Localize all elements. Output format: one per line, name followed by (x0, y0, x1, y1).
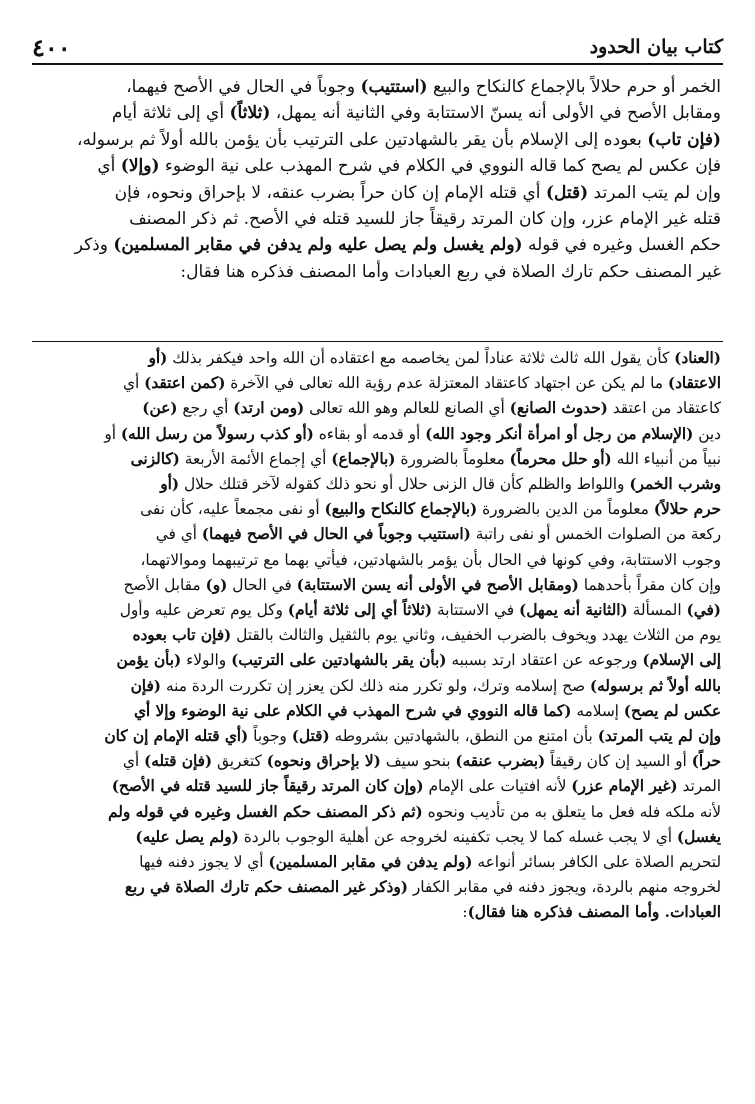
text-segment: المسألة (627, 601, 687, 620)
text-segment: : (462, 903, 468, 922)
text-segment: وجوباً (248, 727, 292, 746)
bold-text-segment: العبادات. وأما المصنف فذكره هنا فقال) (467, 903, 721, 922)
main-text-line (40, 232, 721, 258)
header-rule (32, 63, 723, 65)
commentary-line (32, 724, 721, 749)
commentary-line (32, 749, 721, 774)
bold-text-segment: (ولم يغسل ولم يصل عليه ولم يدفن في مقابر المسلمين) (113, 235, 523, 256)
bold-text-segment: (فإن (130, 676, 162, 695)
text-segment: دين (693, 424, 721, 443)
text-segment: مقابل الأصح (123, 575, 206, 594)
bold-text-segment: (فإن تاب بعوده (132, 626, 232, 645)
text-segment: أي (123, 374, 145, 393)
bold-text-segment: (كمن اعتقد) (144, 374, 226, 393)
commentary-text (32, 346, 721, 926)
bold-text-segment: (حدوث الصانع) (509, 399, 608, 418)
commentary-line (32, 472, 721, 497)
bold-text-segment: وشرب الخمر) (629, 475, 721, 494)
bold-text-segment: (ثلاثاً) (229, 103, 271, 124)
commentary-line (32, 573, 721, 598)
text-segment: الخمر أو حرم حلالاً بالإجماع كالنكاح والبيع (427, 77, 721, 97)
bold-text-segment: (ثم ذكر المصنف حكم الغسل وغيره في قوله ولم (108, 802, 423, 821)
commentary-line (32, 447, 721, 472)
text-segment: وجوب الاستتابة، وفي كونها في الحال بأن يؤمر بالشهادتين، فيأتي بهما مع ترتيبهما وموالاتهما، (140, 550, 721, 569)
text-segment: ركعة من الصلوات الخمس أو نفى راتبة (470, 525, 721, 544)
text-segment: ومقابل الأصح في الأولى أنه يسنّ الاستتابة وفي الثانية أنه يمهل، (270, 103, 721, 124)
commentary-line (32, 396, 721, 421)
text-segment: لأنه افتيات على الإمام (423, 777, 572, 796)
commentary-line (32, 800, 721, 825)
commentary-line (32, 875, 721, 900)
bold-text-segment: (ولم يصل عليه) (135, 827, 239, 846)
main-text-line (40, 180, 721, 206)
text-segment: أي الصانع للعالم وهو الله تعالى (304, 399, 510, 418)
bold-text-segment: (استتيب) (360, 77, 428, 97)
text-segment: معلوماً من الدين بالضرورة (477, 500, 654, 519)
bold-text-segment: (ولم يدفن في مقابر المسلمين) (268, 853, 473, 872)
bold-text-segment: (أو كذب رسولاً من رسل الله) (120, 424, 314, 443)
text-segment: بعوده إلى الإسلام بأن يقر بالشهادتين على الترتيب بأن يؤمن بالله أولاً ثم برسوله، (76, 129, 648, 150)
commentary-line (32, 371, 721, 396)
commentary-line (32, 497, 721, 522)
text-segment: أي إجماع الأئمة الأربعة (179, 449, 332, 468)
text-segment: بنحو سيف (380, 752, 456, 771)
bold-text-segment: (فإن تاب) (647, 129, 721, 150)
bold-text-segment: (قتل) (545, 182, 589, 203)
commentary-line (32, 850, 721, 875)
commentary-line (32, 548, 721, 573)
text-segment: لأنه ملكه فله فعل ما يتعلق به من تأديب ونحوه (422, 802, 721, 821)
text-segment: أي لا يجب غسله كما لا يجب تكفينه لخروجه عن أهلية الوجوب بالردة (238, 827, 677, 846)
bold-text-segment: (الثانية أنه يمهل) (518, 601, 628, 620)
bold-text-segment: يغسل) (676, 827, 721, 846)
text-segment: وإن كان مقراً بأحدهما (578, 575, 721, 594)
bold-text-segment: (استتيب وجوباً في الحال في الأصح فيهما) (201, 525, 471, 544)
text-segment: كتغريق (212, 752, 267, 771)
text-segment: بأن امتنع من النطق، بالشهادتين بشروطه (329, 727, 598, 746)
bold-text-segment: (لا بإحراق ونحوه) (266, 752, 381, 771)
bold-text-segment: (قتل) (291, 727, 330, 746)
commentary-line (32, 825, 721, 850)
bold-text-segment: (عن) (142, 399, 178, 418)
text-segment: فإن عكس لم يصح كما قاله النووي في الكلام في شرح المهذب على نية الوضوء (159, 156, 721, 177)
text-segment: والولاء (181, 651, 232, 670)
bold-text-segment: (بضرب عنقه) (455, 752, 546, 771)
commentary-line (32, 648, 721, 673)
text-segment: أو قدمه أو بقاءه (313, 424, 426, 443)
bold-text-segment: (ثلاثاً أي إلى ثلاثة أيام) (287, 601, 433, 620)
bold-text-segment: (ومقابل الأصح في الأولى أنه يسن الاستتابة) (296, 575, 579, 594)
bold-text-segment: (العناد) (674, 349, 721, 367)
text-segment: قتله غير الإمام عزر، وإن كان المرتد رقيقاً جاز للسيد قتله في الأصح. ثم ذكر المصنف (129, 209, 721, 230)
text-segment: نبياً من أنبياء الله (611, 449, 721, 468)
text-segment: أي لا يجوز دفنه فيها (139, 853, 269, 872)
text-segment: إسلامه (571, 701, 624, 720)
bold-text-segment: (ومن ارتد) (233, 399, 305, 418)
main-text (40, 74, 721, 285)
bold-text-segment: (فإن قتله) (143, 752, 213, 771)
bold-text-segment: حرم حلالاً) (653, 500, 721, 519)
bold-text-segment: حراً) (691, 752, 721, 771)
text-segment: لخروجه منهم بالردة، ويجوز دفنه في مقابر الكفار (408, 878, 721, 897)
text-segment: أي قتله الإمام إن كان حراً بضرب عنقه، لا بإحراق ونحوه، فإن (114, 182, 546, 203)
bold-text-segment: (بأن يقر بالشهادتين على الترتيب) (231, 651, 447, 670)
text-segment: غير المصنف حكم تارك الصلاة في ربع العبادات وأما المصنف فذكره هنا فقال: (180, 261, 721, 282)
bold-text-segment: (أو (160, 475, 180, 494)
bold-text-segment: (بالإجماع) (331, 449, 396, 468)
text-segment: واللواط والظلم كأن قال الزنى حلال أو نحو ذلك كقوله لآخر قتلك حلال (179, 475, 630, 494)
text-segment: أي (122, 752, 144, 771)
text-segment: ورجوعه عن اعتقاد ارتد بسببه (446, 651, 643, 670)
text-segment: في الحال (227, 575, 297, 594)
text-segment: وجوباً في الحال في الأصح فيهما، (126, 77, 361, 97)
bold-text-segment: (بأن يؤمن (116, 651, 182, 670)
text-segment: وكل يوم تعرض عليه وأول (119, 601, 288, 620)
bold-text-segment: بالله أولاً ثم برسوله) (589, 676, 721, 695)
commentary-line (32, 522, 721, 547)
text-segment: ما لم يكن عن اجتهاد كاعتقاد المعتزلة عدم رؤية الله تعالى في الآخرة (225, 374, 668, 393)
running-title: كتاب بيان الحدود (589, 36, 723, 58)
footnote-divider (32, 341, 723, 342)
main-text-line (40, 74, 721, 100)
commentary-line (32, 623, 721, 648)
text-segment: أي إلى ثلاثة أيام (111, 103, 230, 124)
text-segment: كأن يقول الله ثالث ثلاثة عناداً لمن يخاصمه مع اعتقاده أن الله واحد فيكفر بذلك (167, 349, 675, 367)
page-number: ٤٠٠ (32, 32, 71, 62)
bold-text-segment: (في) (686, 601, 721, 620)
bold-text-segment: (كالزنى (130, 449, 180, 468)
commentary-line (32, 598, 721, 623)
text-segment: وإن لم يتب المرتد (588, 182, 721, 203)
text-segment: معلوماً بالضرورة (395, 449, 510, 468)
text-segment: كاعتقاد من اعتقد (607, 399, 721, 418)
bold-text-segment: (كما قاله النووي في شرح المهذب في الكلام على نية الوضوء وإلا أي (133, 701, 572, 720)
bold-text-segment: (غير الإمام عزر) (571, 777, 678, 796)
main-text-line (40, 153, 721, 179)
text-segment: يوم من الثلاث يهدد ويخوف بالضرب الخفيف، وثاني يوم بالثقيل والثالث بالقتل (231, 626, 721, 645)
text-segment: المرتد (677, 777, 721, 796)
bold-text-segment: (وذكر غير المصنف حكم تارك الصلاة في ربع (124, 878, 408, 897)
bold-text-segment: (بالإجماع كالنكاح والبيع) (324, 500, 478, 519)
bold-text-segment: (أو (148, 349, 168, 367)
commentary-line (32, 422, 721, 447)
main-text-line (40, 100, 721, 126)
main-text-line (40, 259, 721, 285)
page-header (32, 30, 723, 64)
text-segment: أي رجع (177, 399, 234, 418)
main-text-line (40, 127, 721, 153)
commentary-line (32, 674, 721, 699)
bold-text-segment: (وإن كان المرتد رقيقاً جاز للسيد قتله في الأصح) (111, 777, 424, 796)
bold-text-segment: وإن لم يتب المرتد) (597, 727, 721, 746)
text-segment: أي (97, 156, 121, 177)
text-segment: أي في (155, 525, 202, 544)
bold-text-segment: (و) (205, 575, 228, 594)
text-segment: أو نفى مجمعاً عليه، كأن نفى (140, 500, 325, 519)
text-segment: في الاستتابة (432, 601, 519, 620)
bold-text-segment: عكس لم يصح) (623, 701, 721, 720)
text-segment: صح إسلامه وترك، ولو تكرر منه ذلك لكن يعزر إن تكررت الردة منه (161, 676, 590, 695)
commentary-line (32, 699, 721, 724)
text-segment: أو السيد إن كان رقيقاً (545, 752, 692, 771)
commentary-line (32, 774, 721, 799)
text-segment: حكم الغسل وغيره في قوله (522, 235, 721, 256)
text-segment: أو (104, 424, 121, 443)
text-segment: لتحريم الصلاة على الكافر بسائر أنواعه (472, 853, 721, 872)
main-text-line (40, 206, 721, 232)
bold-text-segment: (الإسلام من رجل أو امرأة أنكر وجود الله) (425, 424, 694, 443)
bold-text-segment: (أي قتله الإمام إن كان (104, 727, 249, 746)
commentary-line (32, 346, 721, 371)
bold-text-segment: (وإلا) (120, 156, 160, 177)
commentary-line (32, 900, 721, 925)
bold-text-segment: الاعتقاد) (667, 374, 721, 393)
text-segment: وذكر (74, 235, 114, 256)
bold-text-segment: إلى الإسلام) (642, 651, 721, 670)
bold-text-segment: (أو حلل محرماً) (509, 449, 612, 468)
